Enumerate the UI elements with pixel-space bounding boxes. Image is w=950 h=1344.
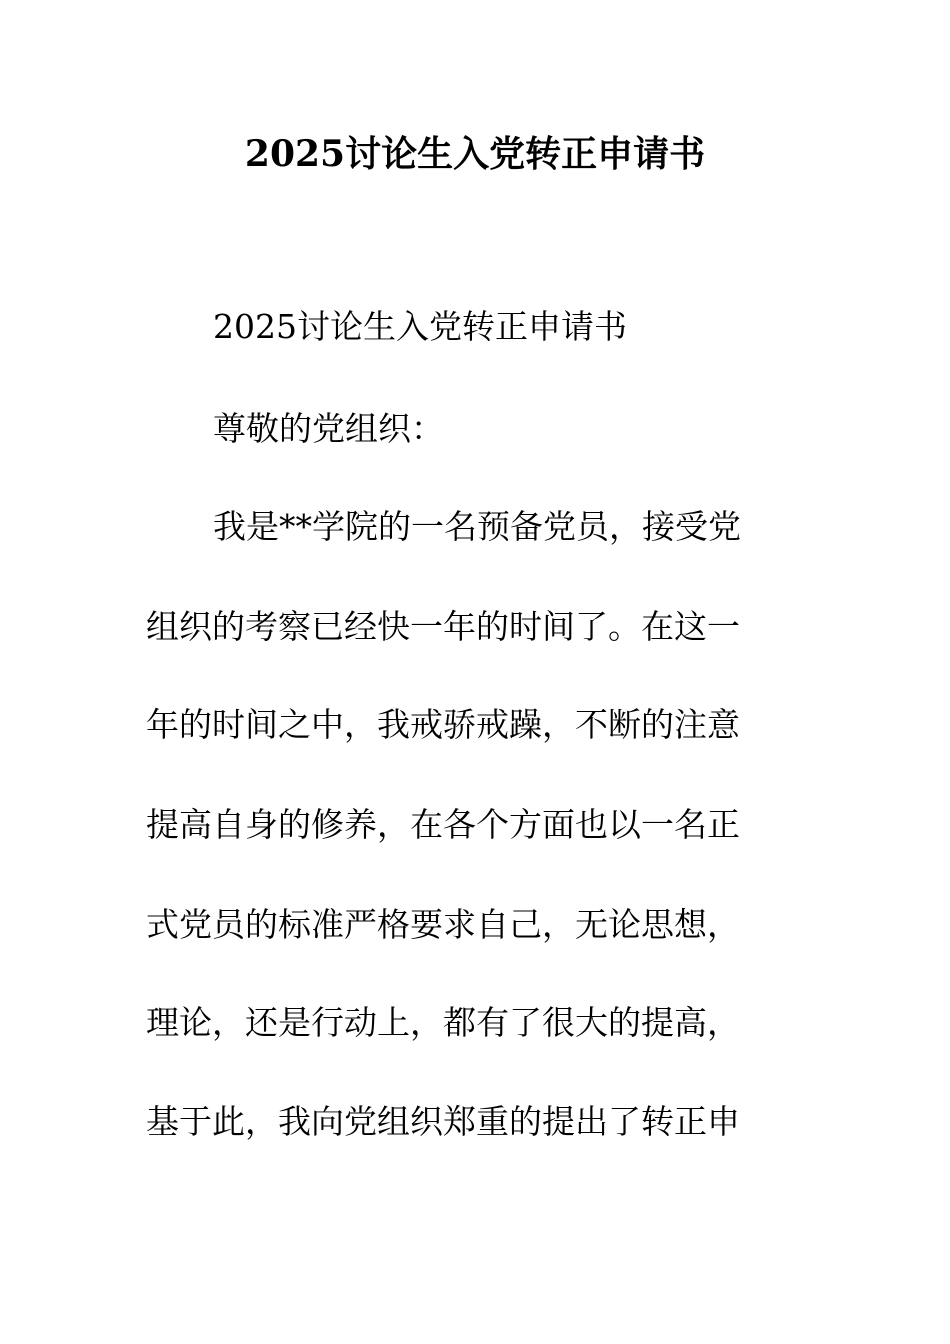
paragraph-line: 理论，还是行动上，都有了很大的提高， bbox=[146, 1003, 740, 1042]
document-subtitle: 2025讨论生入党转正申请书 bbox=[213, 307, 627, 346]
paragraph-line: 式党员的标准严格要求自己，无论思想， bbox=[146, 905, 740, 944]
salutation: 尊敬的党组织： bbox=[213, 409, 444, 448]
paragraph-line: 组织的考察已经快一年的时间了。在这一 bbox=[146, 607, 740, 646]
paragraph-line: 基于此，我向党组织郑重的提出了转正申 bbox=[146, 1102, 740, 1141]
paragraph-line: 年的时间之中，我戒骄戒躁，不断的注意 bbox=[146, 705, 740, 744]
paragraph-line: 提高自身的修养，在各个方面也以一名正 bbox=[146, 805, 740, 844]
document-title: 2025讨论生入党转正申请书 bbox=[244, 133, 706, 175]
paragraph-line: 我是**学院的一名预备党员，接受党 bbox=[213, 507, 741, 546]
